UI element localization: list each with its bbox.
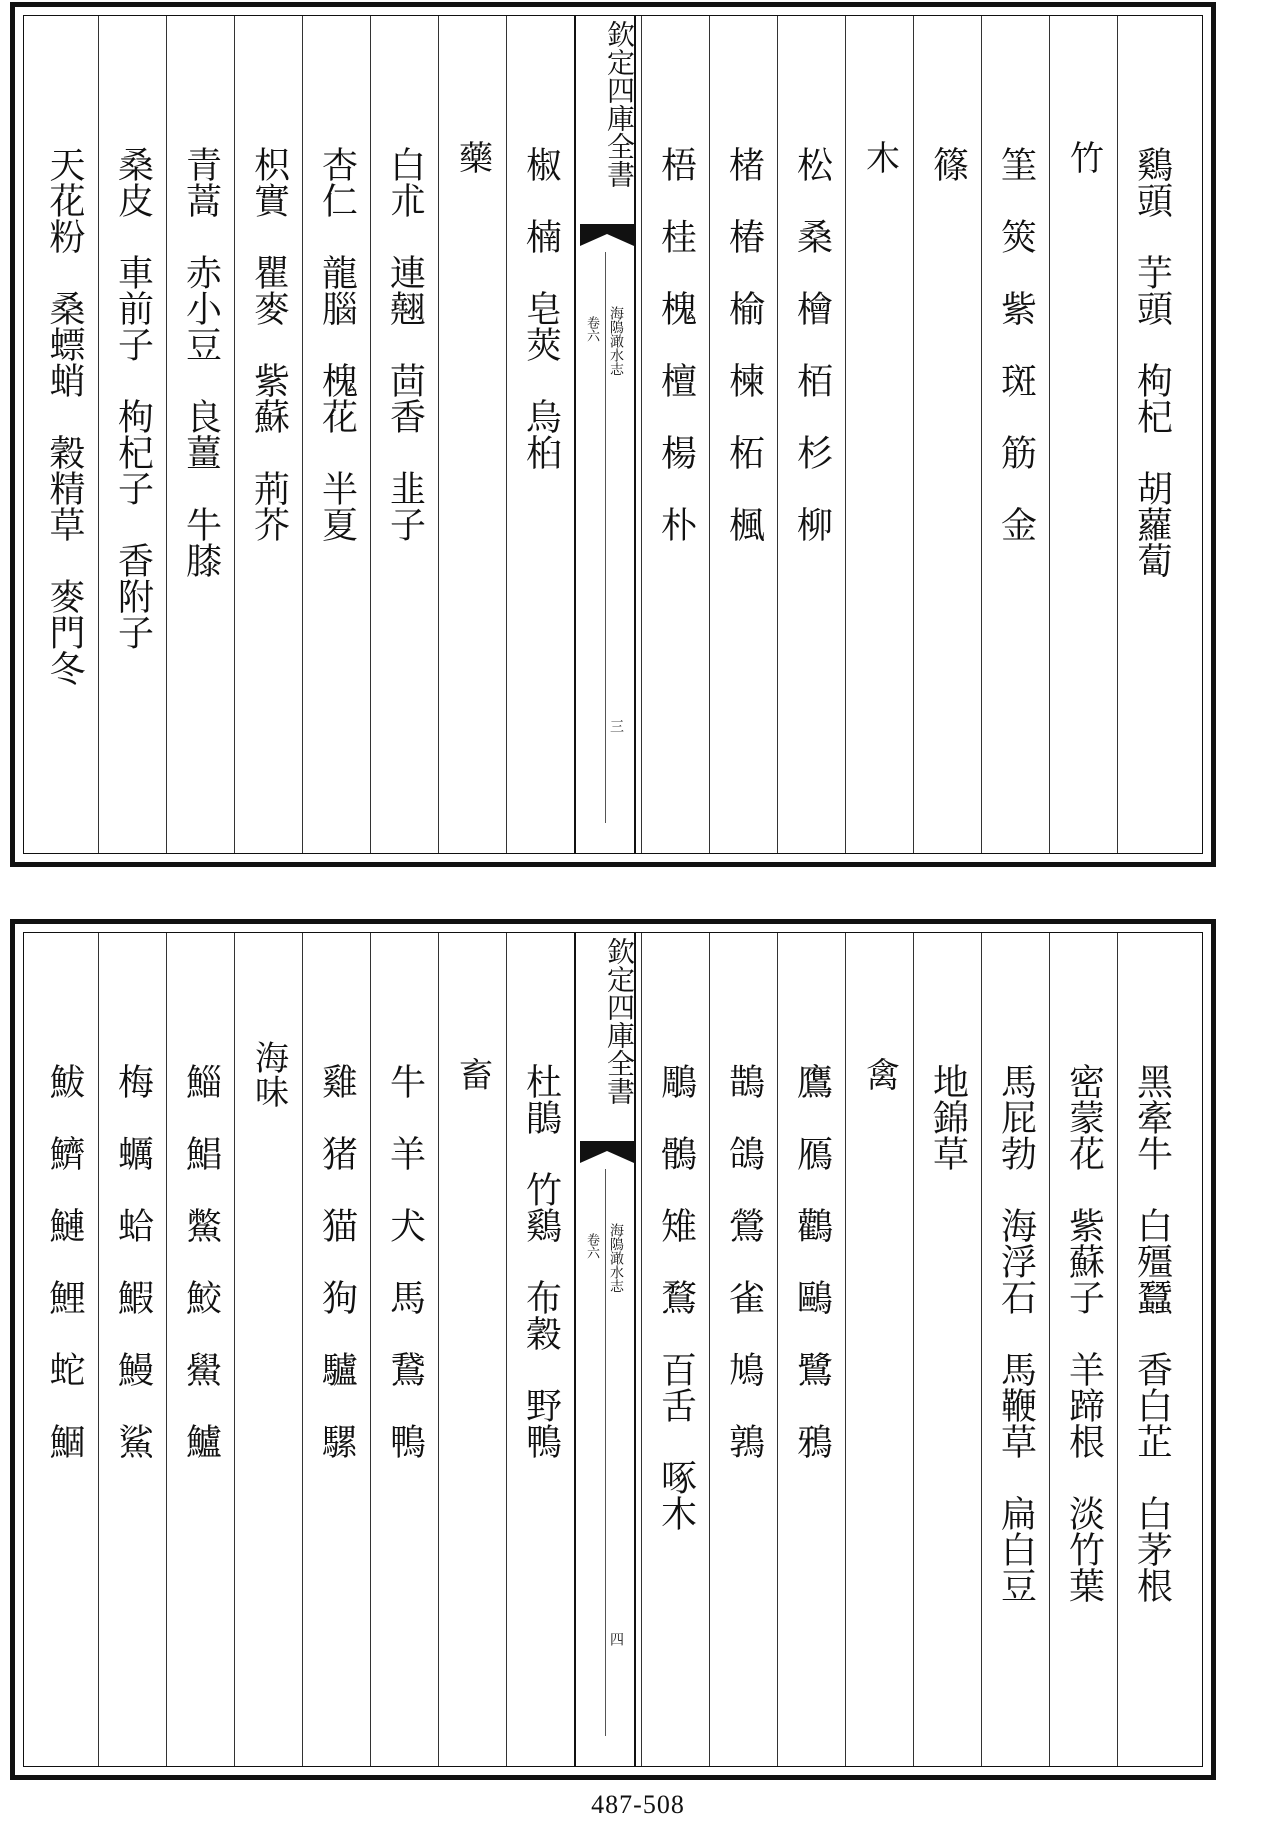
column-text: 密蒙花 紫蘇子 羊蹄根 淡竹葉: [1063, 1063, 1105, 1603]
column-text: 杏仁 龍腦 槐花 半夏: [316, 146, 358, 542]
text-column: [302, 933, 370, 1766]
column-text: 馬屁勃 海浮石 馬鞭草 扁白豆: [995, 1063, 1037, 1603]
text-column: [641, 933, 709, 1766]
text-column: [234, 16, 302, 853]
column-text: 杜鵑 竹鷄 布穀 野鴨: [520, 1063, 562, 1459]
text-column: [709, 933, 777, 1766]
column-text: 鯔 鯧 鱉 鮫 鱟 鱸: [180, 1063, 222, 1459]
column-text: 篠: [927, 146, 969, 182]
text-column: [777, 16, 845, 853]
section-heading: 禽: [859, 1057, 900, 1091]
column-text: 筀 筴 紫 斑 筋 金: [995, 146, 1037, 542]
column-text: 白朮 連翹 茴香 韭子: [384, 146, 426, 542]
column-text: 鷹 鴈 鸛 鷗 鷺 鴉: [791, 1063, 833, 1459]
text-column: [981, 933, 1049, 1766]
text-column: [166, 16, 234, 853]
text-column: [30, 16, 98, 853]
section-heading: 竹: [1063, 140, 1104, 174]
text-column: [506, 16, 574, 853]
text-column: [370, 933, 438, 1766]
top-page-frame: [23, 15, 1203, 854]
section-heading: 木: [859, 140, 900, 174]
text-column: [981, 16, 1049, 853]
column-text: 梧 桂 槐 檀 楊 朴: [655, 146, 697, 542]
section-heading: 海味: [248, 1040, 289, 1108]
page-footer-number: 487-508: [591, 1790, 685, 1819]
text-column: [370, 16, 438, 853]
text-column: [1117, 933, 1185, 1766]
section-heading-column: [1049, 16, 1117, 853]
source-title: 海隝澉水志: [608, 1223, 624, 1293]
column-text: 鷄頭 芋頭 枸杞 胡蘿蔔: [1131, 146, 1173, 578]
column-text: 牛 羊 犬 馬 鵞 鴨: [384, 1063, 426, 1459]
bottom-page-frame: [23, 932, 1203, 1767]
column-text: 椒 楠 皂莢 烏桕: [520, 146, 562, 470]
volume-label: 卷六: [584, 1233, 599, 1259]
leaf-number: 四: [608, 1632, 624, 1646]
column-text: 地錦草: [927, 1063, 969, 1171]
text-column: [777, 933, 845, 1766]
fishtail-mark-icon: [580, 1141, 634, 1165]
text-column: [302, 16, 370, 853]
center-fold-strip: [574, 933, 636, 1766]
bottom-page: [10, 919, 1216, 1780]
text-column: [913, 933, 981, 1766]
column-text: 雞 猪 猫 狗 驢 騾: [316, 1063, 358, 1459]
column-text: 鮁 鱭 鰱 鯉 蛇 鯝: [44, 1063, 85, 1459]
top-page: [10, 2, 1216, 867]
section-heading-column: [845, 933, 913, 1766]
center-title: 欽定四庫全書: [603, 20, 636, 188]
section-heading-column: [234, 933, 302, 1766]
section-heading: 畜: [452, 1057, 493, 1091]
volume-label: 卷六: [584, 316, 599, 342]
center-fold-strip: [574, 16, 636, 853]
center-title: 欽定四庫全書: [603, 937, 636, 1105]
text-column: [98, 933, 166, 1766]
text-column: [709, 16, 777, 853]
column-text: 黑牽牛 白殭蠶 香白芷 白茅根: [1131, 1063, 1173, 1603]
text-column: [30, 933, 98, 1766]
section-heading-column: [845, 16, 913, 853]
section-heading-column: [438, 16, 506, 853]
column-text: 天花粉 桑螵蛸 穀精草 麥門冬: [44, 146, 85, 686]
text-column: [641, 16, 709, 853]
section-heading-column: [438, 933, 506, 1766]
column-text: 楮 椿 榆 楝 柘 楓: [723, 146, 765, 542]
text-column: [913, 16, 981, 853]
column-text: 青蒿 赤小豆 良薑 牛膝: [180, 146, 222, 578]
source-title: 海隝澉水志: [608, 306, 624, 376]
column-text: 桑皮 車前子 枸杞子 香附子: [112, 146, 154, 650]
text-column: [506, 933, 574, 1766]
section-heading: 藥: [452, 140, 493, 174]
column-text: 梅 蠣 蛤 鰕 鰻 鯊: [112, 1063, 154, 1459]
column-text: 枳實 瞿麥 紫蘇 荊芥: [248, 146, 290, 542]
text-column: [1117, 16, 1185, 853]
text-column: [166, 933, 234, 1766]
text-column: [1049, 933, 1117, 1766]
fishtail-mark-icon: [580, 224, 634, 248]
column-text: 松 桑 檜 栢 杉 柳: [791, 146, 833, 542]
column-text: 鵰 鶻 雉 鶩 百舌 啄木: [655, 1063, 697, 1531]
leaf-number: 三: [608, 719, 624, 733]
column-text: 鵲 鴿 鶯 雀 鳩 鶉: [723, 1063, 765, 1459]
text-column: [98, 16, 166, 853]
